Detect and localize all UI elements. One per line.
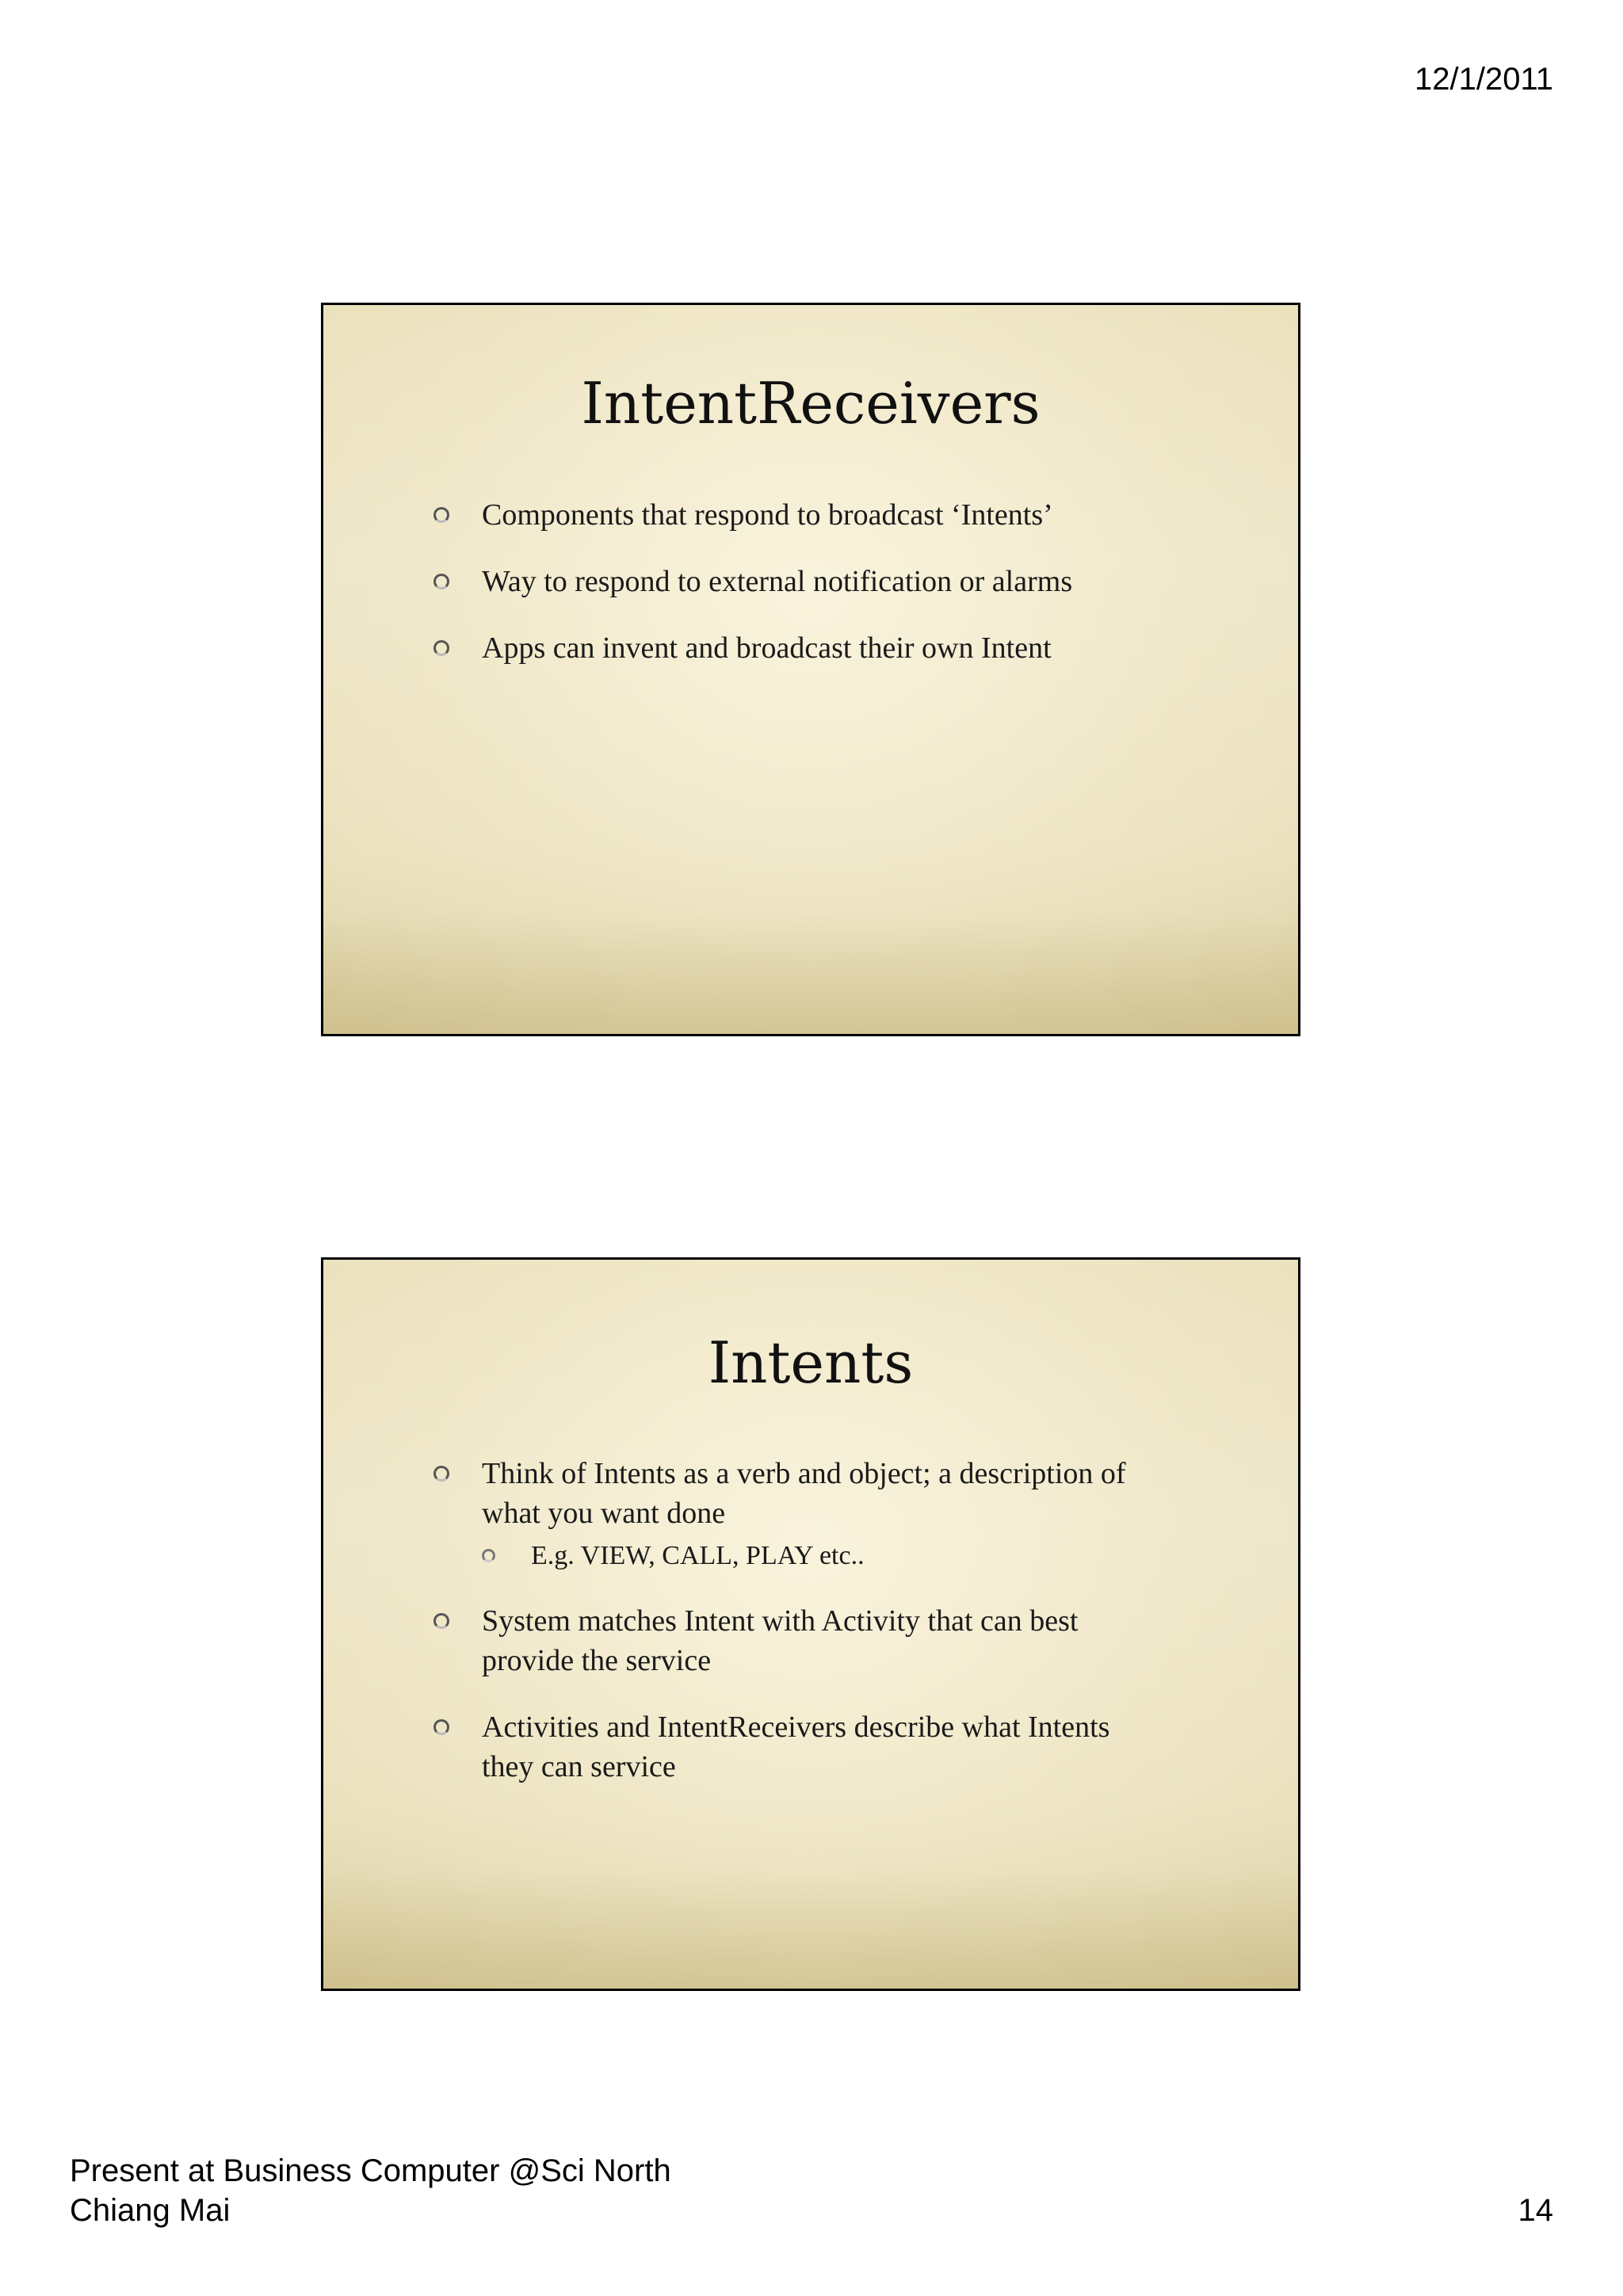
bullet-item: [430, 1454, 1203, 1574]
slide-intentreceivers: [321, 303, 1300, 1036]
bullet-list: [430, 1454, 1203, 1814]
bullet-text: Components that respond to broadcast ‘Intents’: [482, 498, 1053, 532]
header-date: 12/1/2011: [1415, 62, 1553, 97]
bullet-text-line: they can service: [482, 1750, 676, 1783]
bullet-circle-icon: [433, 640, 449, 656]
slide-title: IntentReceivers: [581, 370, 1041, 437]
sub-bullet-circle-icon: [482, 1549, 495, 1562]
bullet-circle-icon: [433, 574, 449, 589]
sub-bullet-item: [482, 1538, 1203, 1574]
bullet-circle-icon: [433, 1719, 449, 1735]
bullet-text-line: what you want done: [482, 1497, 726, 1530]
bullet-item: [430, 562, 1203, 601]
footer-presenter: [70, 2151, 671, 2230]
bullet-list: [430, 495, 1203, 695]
slide-intents: [321, 1257, 1300, 1991]
footer-line-1: Present at Business Computer @Sci North: [70, 2153, 671, 2188]
bullet-text-line: System matches Intent with Activity that can best: [482, 1604, 1079, 1638]
sub-bullet-text: E.g. VIEW, CALL, PLAY etc..: [531, 1541, 865, 1570]
bullet-item: [430, 628, 1203, 668]
bullet-circle-icon: [433, 1466, 449, 1482]
bullet-text-line: Think of Intents as a verb and object; a description of: [482, 1457, 1126, 1490]
bullet-item: [430, 1707, 1203, 1787]
page-number: 14: [1518, 2193, 1553, 2228]
bullet-text-line: provide the service: [482, 1644, 712, 1677]
slide-title: Intents: [708, 1329, 914, 1396]
bullet-circle-icon: [433, 507, 449, 523]
sub-bullet-list: [482, 1538, 1203, 1574]
bullet-text-line: Activities and IntentReceivers describe what Intents: [482, 1711, 1110, 1744]
bullet-item: [430, 495, 1203, 535]
footer-line-2: Chiang Mai: [70, 2193, 231, 2228]
bullet-item: [430, 1601, 1203, 1680]
bullet-text: Way to respond to external notification or alarms: [482, 565, 1073, 598]
bullet-circle-icon: [433, 1613, 449, 1629]
bullet-text: Apps can invent and broadcast their own Intent: [482, 631, 1052, 665]
